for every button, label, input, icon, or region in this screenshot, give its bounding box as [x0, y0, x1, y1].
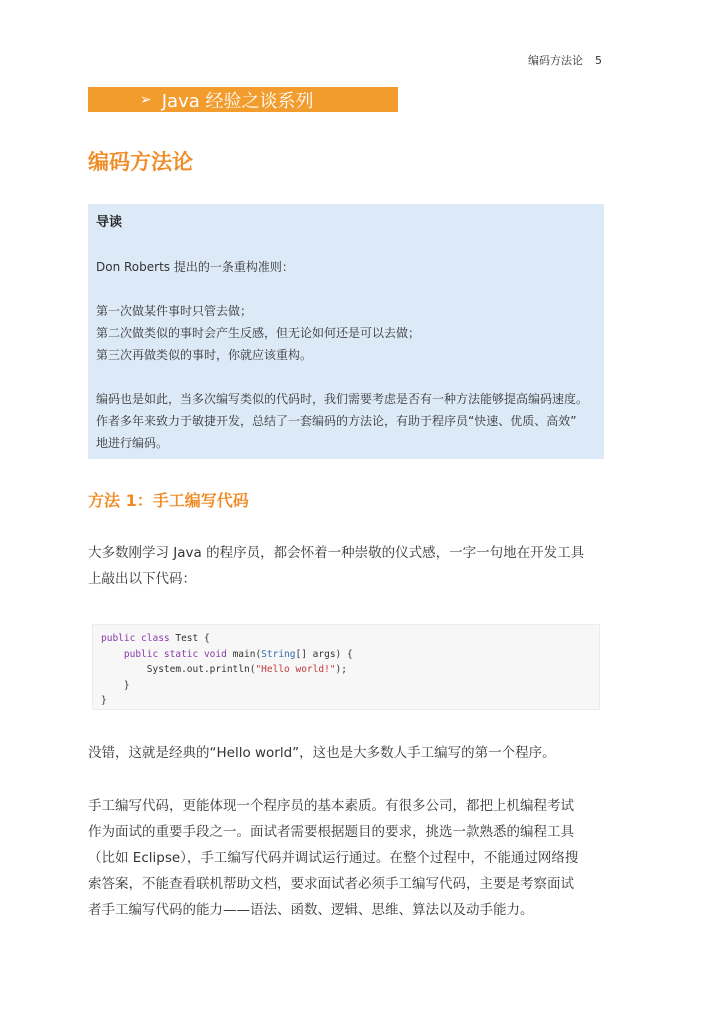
- page-number: 5: [595, 54, 602, 67]
- summary-line: 作者多年来致力于敏捷开发，总结了一套编码的方法论，有助于程序员“快速、优质、高效”: [96, 414, 577, 428]
- code-line: public class Test {: [101, 633, 210, 644]
- arrow-icon: ➢: [140, 91, 152, 108]
- code-block: [92, 624, 600, 710]
- series-banner: [88, 87, 398, 112]
- method1-paragraph-1: [88, 540, 604, 592]
- header-section-title: 编码方法论: [528, 54, 583, 67]
- summary-line: 编码也是如此，当多次编写类似的代码时，我们需要考虑是否有一种方法能够提高编码速度。: [96, 392, 589, 406]
- rule-intro: Don Roberts 提出的一条重构准则：: [96, 260, 294, 274]
- rule-line: 第三次再做类似的事时，你就应该重构。: [96, 348, 313, 362]
- series-banner-label: Java 经验之谈系列: [161, 90, 314, 112]
- paragraph-line: 索答案，不能查看联机帮助文档，要求面试者必须手工编写代码，主要是考察面试: [88, 876, 574, 892]
- method1-paragraph-3: [88, 793, 604, 923]
- method1-heading: 方法 1：手工编写代码: [88, 491, 249, 510]
- page-title: 编码方法论: [88, 150, 193, 174]
- paragraph-line: 作为面试的重要手段之一。面试者需要根据题目的要求，挑选一款熟悉的编程工具: [88, 824, 574, 840]
- paragraph-line: （比如 Eclipse），手工编写代码并调试运行通过。在整个过程中，不能通过网络搜: [88, 850, 579, 866]
- rule-line: 第二次做类似的事时会产生反感，但无论如何还是可以去做；: [96, 326, 421, 340]
- page-header: [528, 52, 602, 68]
- intro-lead: 导读: [96, 215, 123, 230]
- code-line: public static void main(String[] args) {: [123, 648, 353, 660]
- rule-line: 第一次做某件事时只管去做；: [96, 304, 253, 318]
- method1-paragraph-2: 没错，这就是经典的“Hello world”，这也是大多数人手工编写的第一个程序。: [88, 745, 556, 761]
- summary-line: 地进行编码。: [96, 436, 169, 450]
- paragraph-line: 大多数刚学习 Java 的程序员，都会怀着一种崇敬的仪式感，一字一句地在开发工具: [88, 545, 585, 561]
- paragraph-line: 手工编写代码，更能体现一个程序员的基本素质。有很多公司，都把上机编程考试: [88, 798, 574, 814]
- paragraph-line: 者手工编写代码的能力——语法、函数、逻辑、思维、算法以及动手能力。: [88, 902, 534, 918]
- intro-box: [88, 204, 604, 459]
- code-line: }: [123, 679, 130, 691]
- paragraph-line: 上敲出以下代码：: [88, 571, 196, 587]
- code-line: System.out.println("Hello world!");: [146, 664, 347, 675]
- code-line: }: [101, 695, 107, 706]
